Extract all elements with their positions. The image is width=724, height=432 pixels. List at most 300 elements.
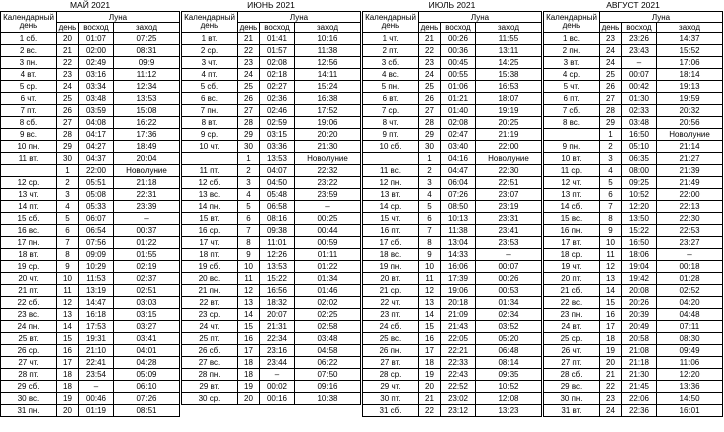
moonrise-cell: 21:09 xyxy=(441,309,476,321)
day-cell: 26 пн. xyxy=(363,345,419,357)
moonrise-cell: 15:22 xyxy=(260,273,295,285)
table-row xyxy=(1,117,180,129)
moonset-cell: 21:30 xyxy=(295,141,361,153)
moonrise-cell: 16:50 xyxy=(622,129,657,141)
day-cell: 2 пн. xyxy=(544,45,600,57)
day-cell: 8 чт. xyxy=(363,117,419,129)
moon-age-cell: 6 xyxy=(419,213,441,225)
table-row xyxy=(544,213,723,225)
day-cell: 6 чт. xyxy=(1,93,57,105)
moonset-cell: – xyxy=(476,249,542,261)
moonset-cell: 18:07 xyxy=(476,93,542,105)
moon-age-cell: 1 xyxy=(57,165,79,177)
moonrise-cell: 17:53 xyxy=(79,321,114,333)
month-may xyxy=(0,0,179,432)
moonrise-cell: 06:07 xyxy=(79,213,114,225)
moonset-cell: 00:59 xyxy=(295,237,361,249)
moonset-cell: 22:31 xyxy=(114,189,180,201)
month-august xyxy=(543,0,722,432)
moon-age-cell: 22 xyxy=(419,405,441,417)
moon-age-cell: 16 xyxy=(419,333,441,345)
day-cell: 26 ср. xyxy=(1,345,57,357)
table-row xyxy=(544,189,723,201)
moonset-cell: 20:25 xyxy=(476,117,542,129)
moonrise-cell: 20:58 xyxy=(622,333,657,345)
moonset-cell: 03:15 xyxy=(114,309,180,321)
moonrise-cell: 03:16 xyxy=(79,69,114,81)
moonrise-cell: 05:33 xyxy=(79,201,114,213)
day-cell: 15 вт. xyxy=(182,213,238,225)
moon-age-cell: 21 xyxy=(238,33,260,45)
moonrise-cell: 01:40 xyxy=(441,105,476,117)
table-row xyxy=(363,273,542,285)
moonset-cell: 20:04 xyxy=(114,153,180,165)
moon-age-cell: 22 xyxy=(600,381,622,393)
moon-age-cell: 29 xyxy=(600,117,622,129)
moon-age-cell: 20 xyxy=(57,33,79,45)
moonrise-cell: 04:47 xyxy=(441,165,476,177)
table-row xyxy=(363,213,542,225)
moonrise-cell: 23:44 xyxy=(260,357,295,369)
moon-age-cell: 17 xyxy=(419,345,441,357)
day-cell xyxy=(1,165,57,177)
day-cell: 11 ср. xyxy=(544,165,600,177)
moonset-cell: – xyxy=(114,213,180,225)
table-row xyxy=(544,297,723,309)
moon-age-cell: 24 xyxy=(600,405,622,417)
moon-age-cell: 16 xyxy=(600,309,622,321)
moonset-cell: 02:34 xyxy=(476,309,542,321)
moon-age-cell: 5 xyxy=(600,177,622,189)
moonset-cell: Новолуние xyxy=(114,165,180,177)
moon-age-cell: 23 xyxy=(600,393,622,405)
day-cell: 14 пт. xyxy=(1,201,57,213)
moonrise-cell: 02:36 xyxy=(260,93,295,105)
moon-age-cell: 3 xyxy=(238,177,260,189)
day-cell: 8 вт. xyxy=(182,117,238,129)
day-cell: 17 вт. xyxy=(544,237,600,249)
moonrise-cell: 02:49 xyxy=(79,57,114,69)
table-row xyxy=(182,285,361,297)
moonset-cell: 17:52 xyxy=(295,105,361,117)
moonset-cell: 02:02 xyxy=(295,297,361,309)
day-cell: 8 сб. xyxy=(1,117,57,129)
moonrise-cell: 03:36 xyxy=(260,141,295,153)
moonset-cell: 19:13 xyxy=(657,81,723,93)
table-row xyxy=(182,309,361,321)
moon-age-cell: 7 xyxy=(238,225,260,237)
day-cell: 23 пн. xyxy=(544,309,600,321)
moonrise-cell: 22:43 xyxy=(441,369,476,381)
moonset-cell: 23:31 xyxy=(476,213,542,225)
moonrise-cell: 23:26 xyxy=(622,33,657,45)
moonset-cell: 10:16 xyxy=(295,33,361,45)
table-row xyxy=(363,189,542,201)
moonrise-cell: – xyxy=(79,381,114,393)
day-cell: 18 ср. xyxy=(544,249,600,261)
table-row xyxy=(182,321,361,333)
moon-age-cell: 13 xyxy=(57,309,79,321)
moonset-cell: 00:18 xyxy=(657,261,723,273)
table-row xyxy=(1,273,180,285)
moonrise-cell: 11:38 xyxy=(441,225,476,237)
moonset-cell: 05:20 xyxy=(476,333,542,345)
moon-age-cell: 26 xyxy=(57,105,79,117)
day-cell: 14 ср. xyxy=(363,201,419,213)
moonset-cell: 07:11 xyxy=(657,321,723,333)
moon-age-cell: 18 xyxy=(57,381,79,393)
moon-age-cell: 4 xyxy=(600,165,622,177)
moonrise-cell: 01:21 xyxy=(441,93,476,105)
table-row xyxy=(544,273,723,285)
moon-age-cell: 13 xyxy=(419,297,441,309)
moonset-cell: 01:34 xyxy=(295,273,361,285)
table-row xyxy=(363,405,542,417)
moonset-cell: 00:26 xyxy=(476,273,542,285)
moonset-cell: 13:53 xyxy=(114,93,180,105)
table-row xyxy=(182,225,361,237)
table-row xyxy=(363,33,542,45)
table-row xyxy=(544,117,723,129)
moon-age-cell: 28 xyxy=(57,129,79,141)
moonrise-cell: 23:54 xyxy=(79,369,114,381)
moon-age-cell: 29 xyxy=(419,129,441,141)
moonset-cell: 09:35 xyxy=(476,369,542,381)
moonset-cell: 03:52 xyxy=(476,321,542,333)
day-cell: 21 пт. xyxy=(1,285,57,297)
moon-age-cell: 18 xyxy=(600,333,622,345)
day-cell: 9 ср. xyxy=(182,129,238,141)
moon-age-cell: 16 xyxy=(238,333,260,345)
moonrise-cell: 04:37 xyxy=(79,153,114,165)
table-row xyxy=(544,105,723,117)
moonset-cell: 01:11 xyxy=(295,249,361,261)
moonrise-cell: 01:07 xyxy=(79,33,114,45)
day-cell: 29 сб. xyxy=(1,381,57,393)
moonset-cell: 14:25 xyxy=(476,57,542,69)
table-row xyxy=(182,105,361,117)
table-row xyxy=(182,261,361,273)
table-row xyxy=(363,381,542,393)
moon-age-cell: 11 xyxy=(57,285,79,297)
day-cell: 7 пн. xyxy=(182,105,238,117)
moon-age-cell: 14 xyxy=(57,321,79,333)
moon-age-cell: 20 xyxy=(419,381,441,393)
moon-age-cell: 25 xyxy=(600,69,622,81)
moonset-cell: 22:32 xyxy=(295,165,361,177)
moonset-cell: 01:22 xyxy=(295,261,361,273)
table-row xyxy=(182,237,361,249)
moonrise-cell: 02:08 xyxy=(441,117,476,129)
moonrise-cell: 22:41 xyxy=(79,357,114,369)
table-row xyxy=(182,153,361,165)
day-cell: 12 пн. xyxy=(363,177,419,189)
moonset-cell: 21:18 xyxy=(114,177,180,189)
moonrise-cell: 00:16 xyxy=(260,393,295,405)
table-row xyxy=(182,201,361,213)
table-row xyxy=(544,237,723,249)
moonrise-cell: 13:53 xyxy=(260,153,295,165)
day-cell: 17 пн. xyxy=(1,237,57,249)
moonrise-cell: 01:57 xyxy=(260,45,295,57)
moon-age-cell: 10 xyxy=(57,273,79,285)
moonset-cell: 22:53 xyxy=(657,225,723,237)
day-cell: 16 ср. xyxy=(182,225,238,237)
day-cell: 28 пт. xyxy=(1,369,57,381)
day-cell: 17 сб. xyxy=(363,237,419,249)
moonrise-cell: 16:06 xyxy=(441,261,476,273)
table-row xyxy=(1,153,180,165)
moonset-cell: 02:52 xyxy=(657,285,723,297)
day-cell: 31 пн. xyxy=(1,405,57,417)
table-row xyxy=(1,201,180,213)
moonset-cell: 04:20 xyxy=(657,297,723,309)
moon-age-cell: 27 xyxy=(419,105,441,117)
moon-age-cell: 24 xyxy=(57,81,79,93)
day-cell: 7 пт. xyxy=(1,105,57,117)
moonrise-cell: – xyxy=(622,57,657,69)
day-cell: 22 вт. xyxy=(182,297,238,309)
moonset-cell: 20:20 xyxy=(295,129,361,141)
moon-age-cell: 11 xyxy=(419,273,441,285)
moonrise-cell: 20:26 xyxy=(622,297,657,309)
moon-age-cell: 21 xyxy=(419,33,441,45)
moonset-cell: 23:59 xyxy=(295,189,361,201)
moonset-cell: 18:14 xyxy=(657,69,723,81)
age-header: день xyxy=(419,23,441,33)
table-row xyxy=(1,45,180,57)
moonset-cell: 15:24 xyxy=(295,81,361,93)
moon-age-cell: 17 xyxy=(57,357,79,369)
moon-age-cell: 6 xyxy=(600,189,622,201)
moonset-cell: 02:19 xyxy=(114,261,180,273)
moonset-cell: 23:53 xyxy=(476,237,542,249)
day-cell: 24 чт. xyxy=(182,321,238,333)
moonrise-cell: 06:04 xyxy=(441,177,476,189)
moonset-cell: 22:13 xyxy=(657,201,723,213)
table-row xyxy=(182,69,361,81)
day-cell: 29 вс. xyxy=(544,381,600,393)
table-row xyxy=(1,165,180,177)
moon-age-cell: 11 xyxy=(238,273,260,285)
moon-age-cell: 12 xyxy=(57,297,79,309)
moonrise-cell: 21:10 xyxy=(79,345,114,357)
table-row xyxy=(544,153,723,165)
day-cell: 10 пн. xyxy=(1,141,57,153)
moonset-cell: 00:25 xyxy=(295,213,361,225)
day-cell: 5 пн. xyxy=(363,81,419,93)
moonrise-cell: 02:47 xyxy=(441,129,476,141)
moonrise-cell: – xyxy=(260,369,295,381)
day-cell: 17 чт. xyxy=(182,237,238,249)
moon-age-cell: 9 xyxy=(419,249,441,261)
moonset-cell: 08:31 xyxy=(114,45,180,57)
moon-age-cell: 30 xyxy=(419,141,441,153)
moonrise-cell: 11:53 xyxy=(79,273,114,285)
day-cell: 22 чт. xyxy=(363,297,419,309)
day-cell: 13 вс. xyxy=(182,189,238,201)
moonset-cell: 00:53 xyxy=(476,285,542,297)
day-cell: 20 пт. xyxy=(544,273,600,285)
moonrise-cell: 07:56 xyxy=(79,237,114,249)
moon-age-cell: 5 xyxy=(57,213,79,225)
moonrise-cell: 21:08 xyxy=(622,345,657,357)
day-cell: 22 сб. xyxy=(1,297,57,309)
day-cell: 29 вт. xyxy=(182,381,238,393)
moon-age-cell: 16 xyxy=(57,345,79,357)
day-cell: 1 вс. xyxy=(544,33,600,45)
table-row xyxy=(1,357,180,369)
moon-age-cell: 12 xyxy=(238,285,260,297)
moonset-cell: 12:08 xyxy=(476,393,542,405)
moonset-cell: 00:07 xyxy=(476,261,542,273)
table-row xyxy=(544,369,723,381)
age-header: день xyxy=(238,23,260,33)
table-row xyxy=(363,285,542,297)
moon-age-cell: 21 xyxy=(600,369,622,381)
day-cell: 18 вс. xyxy=(363,249,419,261)
moonrise-cell: 16:56 xyxy=(260,285,295,297)
day-cell: 24 пн. xyxy=(1,321,57,333)
day-cell: 9 пн. xyxy=(544,141,600,153)
day-cell: 12 ср. xyxy=(1,177,57,189)
moonrise-cell: 21:18 xyxy=(622,357,657,369)
moonset-cell: 12:20 xyxy=(657,369,723,381)
day-cell: 15 чт. xyxy=(363,213,419,225)
moon-age-cell: 10 xyxy=(600,237,622,249)
table-row xyxy=(544,225,723,237)
moonset-cell: 00:37 xyxy=(114,225,180,237)
table-row xyxy=(1,309,180,321)
moonset-cell: 02:58 xyxy=(295,321,361,333)
date-header: Календарный день xyxy=(544,12,600,33)
moon-age-cell: 4 xyxy=(238,189,260,201)
set-header: заход xyxy=(657,23,723,33)
moonset-cell: 09:49 xyxy=(657,345,723,357)
moon-age-cell: 24 xyxy=(419,69,441,81)
day-cell: 14 пн. xyxy=(182,201,238,213)
moon-age-cell: 28 xyxy=(419,117,441,129)
day-cell: 3 вт. xyxy=(544,57,600,69)
table-row xyxy=(363,177,542,189)
day-cell: 23 вс. xyxy=(1,309,57,321)
table-row xyxy=(544,45,723,57)
day-cell: 11 пт. xyxy=(182,165,238,177)
moonrise-cell: 02:46 xyxy=(260,105,295,117)
date-header: Календарный день xyxy=(182,12,238,33)
day-cell: 7 сб. xyxy=(544,105,600,117)
moonset-cell: 21:19 xyxy=(476,129,542,141)
moonrise-cell: 00:55 xyxy=(441,69,476,81)
moon-age-cell: 15 xyxy=(238,321,260,333)
moon-age-cell: 24 xyxy=(600,45,622,57)
moonset-cell: Новолуние xyxy=(295,153,361,165)
table-row xyxy=(363,345,542,357)
moon-age-cell: 24 xyxy=(238,69,260,81)
moonset-cell: 20:32 xyxy=(657,105,723,117)
day-cell: 20 вс. xyxy=(182,273,238,285)
moonrise-cell: 22:21 xyxy=(441,345,476,357)
table-row xyxy=(1,189,180,201)
moonset-cell: 13:36 xyxy=(657,381,723,393)
day-cell: 5 чт. xyxy=(544,81,600,93)
moonset-cell: 16:38 xyxy=(295,93,361,105)
moon-age-cell: 21 xyxy=(419,393,441,405)
moonrise-cell: 16:18 xyxy=(79,309,114,321)
moon-age-cell: 8 xyxy=(600,213,622,225)
moonrise-cell: 04:17 xyxy=(79,129,114,141)
day-cell: 1 сб. xyxy=(1,33,57,45)
moonrise-cell: 08:00 xyxy=(622,165,657,177)
day-cell: 13 вт. xyxy=(363,189,419,201)
moonrise-cell: 13:04 xyxy=(441,237,476,249)
moon-age-cell: 9 xyxy=(600,225,622,237)
moonrise-cell: 04:08 xyxy=(79,117,114,129)
day-cell: 25 вс. xyxy=(363,333,419,345)
moon-age-cell: 15 xyxy=(600,297,622,309)
moonrise-cell: 18:06 xyxy=(622,249,657,261)
table-row xyxy=(182,45,361,57)
moonset-cell: 21:49 xyxy=(657,177,723,189)
table-row xyxy=(544,345,723,357)
day-cell: 16 пн. xyxy=(544,225,600,237)
day-cell: 9 вс. xyxy=(1,129,57,141)
day-cell: 11 вс. xyxy=(363,165,419,177)
table-row xyxy=(363,237,542,249)
set-header: заход xyxy=(476,23,542,33)
table-row xyxy=(1,345,180,357)
day-cell: 18 пт. xyxy=(182,249,238,261)
table-row xyxy=(182,369,361,381)
moon-age-cell: 6 xyxy=(57,225,79,237)
moonrise-cell: 22:36 xyxy=(622,405,657,417)
table-row xyxy=(363,141,542,153)
day-cell: 31 сб. xyxy=(363,405,419,417)
day-cell: 11 вт. xyxy=(1,153,57,165)
moonrise-cell: 04:50 xyxy=(260,177,295,189)
day-cell: 13 пт. xyxy=(544,189,600,201)
table-row xyxy=(363,153,542,165)
moon-age-cell: 20 xyxy=(238,393,260,405)
moon-age-cell: 26 xyxy=(238,93,260,105)
moon-age-cell: 23 xyxy=(238,57,260,69)
day-cell: 23 ср. xyxy=(182,309,238,321)
day-cell: 18 вт. xyxy=(1,249,57,261)
day-cell: 3 сб. xyxy=(363,57,419,69)
day-cell: 8 вс. xyxy=(544,117,600,129)
table-row xyxy=(1,225,180,237)
moon-age-cell: 30 xyxy=(238,141,260,153)
moon-age-cell: 23 xyxy=(57,69,79,81)
moon-age-cell: 9 xyxy=(57,261,79,273)
moonset-cell: 08:51 xyxy=(114,405,180,417)
table-row xyxy=(544,357,723,369)
table-row xyxy=(363,393,542,405)
day-cell: 21 сб. xyxy=(544,285,600,297)
table-row xyxy=(182,57,361,69)
moonset-cell: 12:56 xyxy=(295,57,361,69)
table-row xyxy=(363,105,542,117)
moonset-cell: 14:50 xyxy=(657,393,723,405)
day-cell: 27 вт. xyxy=(363,357,419,369)
moon-age-cell: 15 xyxy=(57,333,79,345)
month-june xyxy=(181,0,360,432)
day-cell: 27 вс. xyxy=(182,357,238,369)
table-row xyxy=(182,345,361,357)
moonrise-cell: 02:18 xyxy=(260,69,295,81)
moonrise-cell: 03:48 xyxy=(622,117,657,129)
moon-age-cell: 19 xyxy=(238,381,260,393)
